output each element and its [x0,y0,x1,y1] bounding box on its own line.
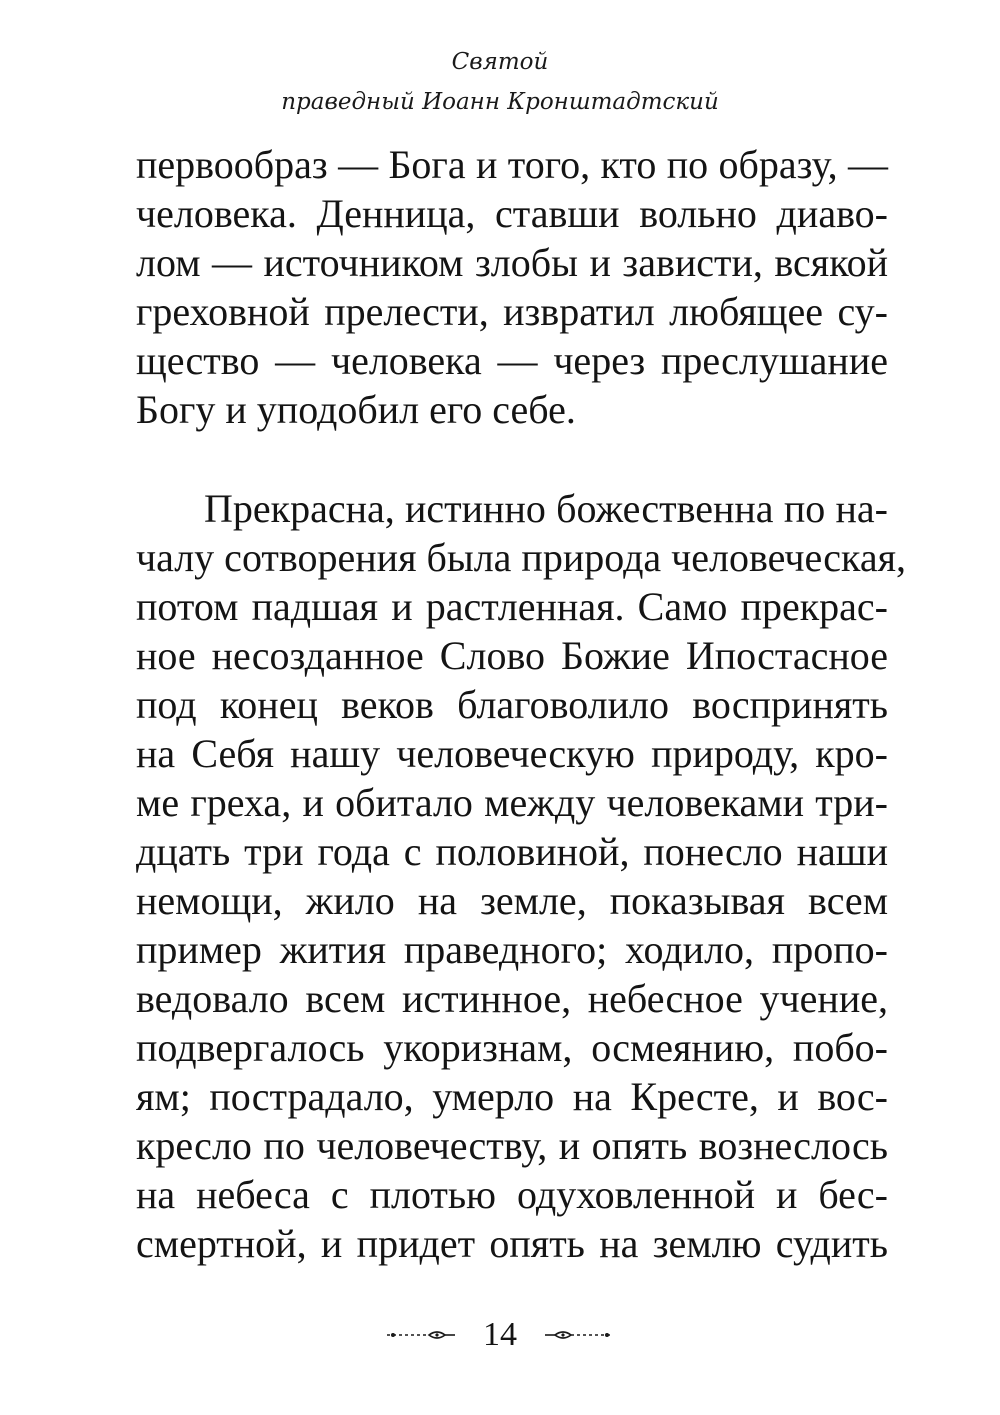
text-line: потом падшая и растленная. Само прекрас- [136,584,888,629]
text-line: кресло по человечеству, и опять вознеслось [136,1123,888,1168]
text-line: под конец веков благоволило воспринять [136,682,888,727]
text-line: дцать три года с половиной, понесло наши [136,829,888,874]
paragraph-gap [136,434,888,484]
ornament-left-icon [385,1328,457,1342]
text-line: на Себя нашу человеческую природу, кро- [136,731,888,776]
body-text [136,140,907,1268]
text-line: лом — источником злобы и зависти, всякой [136,240,888,285]
text-line: чалу сотворения была природа человеческая, [136,535,907,580]
page-footer [0,1313,1000,1357]
ornament-right-icon [543,1328,615,1342]
text-line: ме греха, и обитало между человеками три- [136,780,888,825]
text-line: греховной прелести, извратил любящее су- [136,289,888,334]
text-line: немощи, жило на земле, показывая всем [136,878,888,923]
text-line: Прекрасна, истинно божественна по на- [204,486,888,531]
page-number: 14 [483,1316,517,1353]
text-line: ям; пострадало, умерло на Кресте, и вос- [136,1074,888,1119]
header-line-2: праведный Иоанн Кронштадтский [281,89,719,115]
text-line: на небеса с плотью одуховленной и бес- [136,1172,888,1217]
text-line: первообраз — Бога и того, кто по образу, — [136,142,888,187]
running-header [0,42,1000,122]
text-line: ное несозданное Слово Божие Ипостасное [136,633,888,678]
text-line: ведовало всем истинное, небесное учение, [136,976,888,1021]
text-line: смертной, и придет опять на землю судить [136,1221,888,1266]
header-line-1: Святой [451,49,549,75]
text-line: Богу и уподобил его себе. [136,387,576,432]
text-line: пример жития праведного; ходило, пропо- [136,927,888,972]
text-line: подвергалось укоризнам, осмеянию, побо- [136,1025,888,1070]
text-line: человека. Денница, ставши вольно диаво- [136,191,888,236]
text-line: щество — человека — через преслушание [136,338,888,383]
